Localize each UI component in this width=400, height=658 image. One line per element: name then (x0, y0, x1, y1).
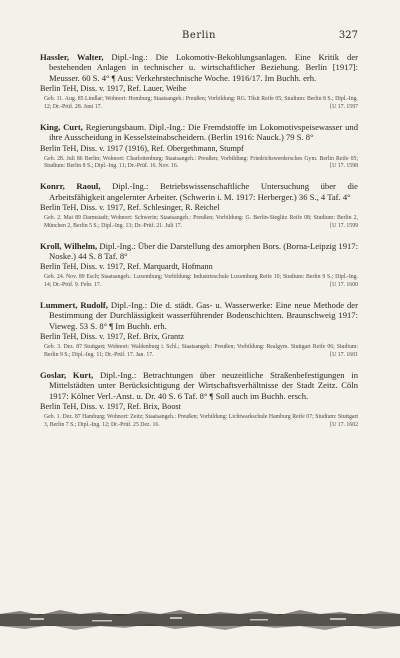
running-head (40, 30, 358, 44)
entry-dissertation-line: Berlin TeH, Diss. v. 1917, Ref. Brix, Grantz (40, 332, 185, 342)
page-title: Berlin (182, 30, 216, 41)
entry-bio: Geb. 24. Nov. 89 Esch; Staatsangeh.: Luxemburg; Vorbildung: Industrieschule Luxemburg Reife 10; Studium: Berlin 9 S.; Dipl.-Ing. 14; Dr.-Prüf. 9. Febr. 17. (44, 274, 358, 289)
entry-author: Hassler, Walter, (40, 52, 104, 62)
entry-dissertation-line: Berlin TeH, Diss. v. 1917, Ref. Brix, Boost (40, 402, 181, 412)
entry-dissertation-line: Berlin TeH, Diss. v. 1917, Ref. Marquardt, Hofmann (40, 262, 213, 272)
scan-edge-strip (0, 608, 400, 632)
entry-author: King, Curt, (40, 121, 83, 132)
list-item (40, 300, 358, 360)
list-item (40, 181, 358, 230)
entry-bio: Geb. 3. Dez. 87 Stuttgart; Wohnort: Waldenburg i. Schl.; Staatsangeh.: Preußen; Vorbildung: Realgym. Stuttgart Reife 06; Studium: Berlin 9 S.; Dipl.-Ing. 11; Dr.-Prüf. 17. Jan. 17. (44, 344, 358, 359)
list-item (40, 241, 358, 290)
entry-body: Dipl.-Ing.: Betriebswissenschaftliche Untersuchung über die Arbeitsfähigkeit angelernter Arbeiter. (Schwerin i. M. 1917: Herberger.) 36 S., 4 Taf. 4° (49, 181, 358, 202)
page-number: 327 (338, 30, 358, 41)
entry-signature: [U 17. 1602 (330, 421, 358, 428)
scan-edge-graphic (0, 608, 400, 632)
list-item (40, 52, 358, 112)
entry-body: Dipl.-Ing.: Über die Darstellung des amorphen Bors. (Borna-Leipzig 1917: Noske.) 44 S. 8 Taf. 8° (49, 240, 358, 262)
entry-dissertation-line: Berlin TeH, Diss. v. 1917 (1916), Ref. Obergethmann, Stumpf (40, 143, 244, 153)
entry-biographical-note (40, 344, 358, 360)
entry-bio: Geb. 1. Dez. 87 Hamburg; Wohnort: Zeitz; Staatsangeh.: Preußen; Vorbildung: Lichtwarkschule Hamburg Reife 07; Studium: Stuttgart 3, Berlin 7 S.; Dipl.-Ing. 12; Dr.-Prüf. 25 Dez. 16. (44, 414, 358, 428)
entry-author: Lummert, Rudolf, (40, 300, 108, 311)
entry-biographical-note (40, 156, 358, 172)
entry-biographical-note (40, 96, 358, 112)
list-item (40, 122, 358, 171)
entry-body: Dipl.-Ing.: Die d. städt. Gas- u. Wasserwerke: Eine neue Methode der Bestimmung der Durchlässigkeit wasserführender Bodenschichten. Braunschweig 1917: Vieweg. 53 S. 8° ¶ Im Buchh. erh. (49, 300, 358, 331)
entry-dissertation-line: Berlin TeH, Diss. v. 1917, Ref. Schlesinger, R. Reichel (40, 203, 220, 213)
entry-signature: [U 17. 1599 (330, 222, 358, 229)
entry-text (40, 52, 358, 83)
entry-text (40, 241, 358, 262)
entry-signature: [U 17. 1601 (330, 352, 358, 359)
entry-list (40, 52, 358, 440)
entry-text (40, 181, 358, 202)
entry-body: Dipl.-Ing.: Die Lokomotiv-Bekohlungsanlagen. Eine Kritik der bestehenden Anlagen in technischer u. wirtschaftlicher Beziehung. Berlin [1917]: Meusser. 60 S. 4° ¶ Aus: Verkehrstechnische Woche. 1916/17. Im Buchh. erh. (49, 52, 358, 83)
entry-author: Kroll, Wilhelm, (40, 240, 98, 251)
entry-author: Konrr, Raoul, (40, 181, 101, 192)
entry-signature: [U 17. 1600 (330, 282, 358, 289)
entry-bio: Geb. 11. Aug. 85 Lindlar; Wohnort: Homburg; Staatsangeh.: Preußen; Vorbildung: RG. Tilsit Reife 05; Studium: Berlin 8 S.; Dipl.-Ing. 12; Dr.-Prüf. 28. Juni 17. (44, 96, 358, 111)
entry-body: Regierungsbaum. Dipl.-Ing.: Die Fremdstoffe im Lokomotivspeisewasser und ihre Ausscheidung in Kesselsteinabscheidern. (Berlin 1916: Nauck.) 79 S. 8° (49, 121, 359, 143)
entry-dissertation-line: Berlin TeH, Diss. v. 1917, Ref. Lauer, Weihe (40, 84, 187, 94)
list-item (40, 370, 358, 430)
entry-signature: [U 17. 1598 (330, 163, 358, 170)
entry-body: Dipl.-Ing.: Betrachtungen über neuzeitliche Straßenbefestigungen in Mittelstädten unter Berücksichtigung der Wirtschaftsverhältnisse der Stadt Zeitz. Cöln 1917: Kölner Verl.-Anst. u. Dr. 40 S. 6 Taf. 8° ¶ Soll auch im Buchh. ersch. (49, 369, 358, 401)
entry-biographical-note (40, 274, 358, 290)
entry-author: Goslar, Kurt, (40, 369, 94, 380)
entry-signature: [U 17. 1597 (330, 104, 358, 111)
entry-bio: Geb. 28. Juli 86 Berlin; Wohnort: Charlottenburg; Staatsangeh.: Preußen; Vorbildung: Friedrichswerdersches Gym. Berlin Reife 05; Studium: Berlin 8 S.; Dipl.-Ing. 11; Dr.-Prüf. 16. Nov. 16. (44, 155, 358, 170)
entry-biographical-note (40, 215, 358, 231)
entry-bio: Geb. 2. Mai 89 Darmstadt; Wohnort: Schwerin; Staatsangeh.: Preußen; Vorbildung: G. Berlin-Steglitz Reife 08; Studium: Berlin 2, München 2, Berlin 5 S.; Dipl.-Ing. 13; Dr.-Prüf. 21. Juli 17. (44, 215, 358, 229)
entry-text (40, 122, 358, 143)
entry-text (40, 370, 358, 401)
entry-biographical-note (40, 414, 358, 430)
entry-text (40, 300, 358, 331)
